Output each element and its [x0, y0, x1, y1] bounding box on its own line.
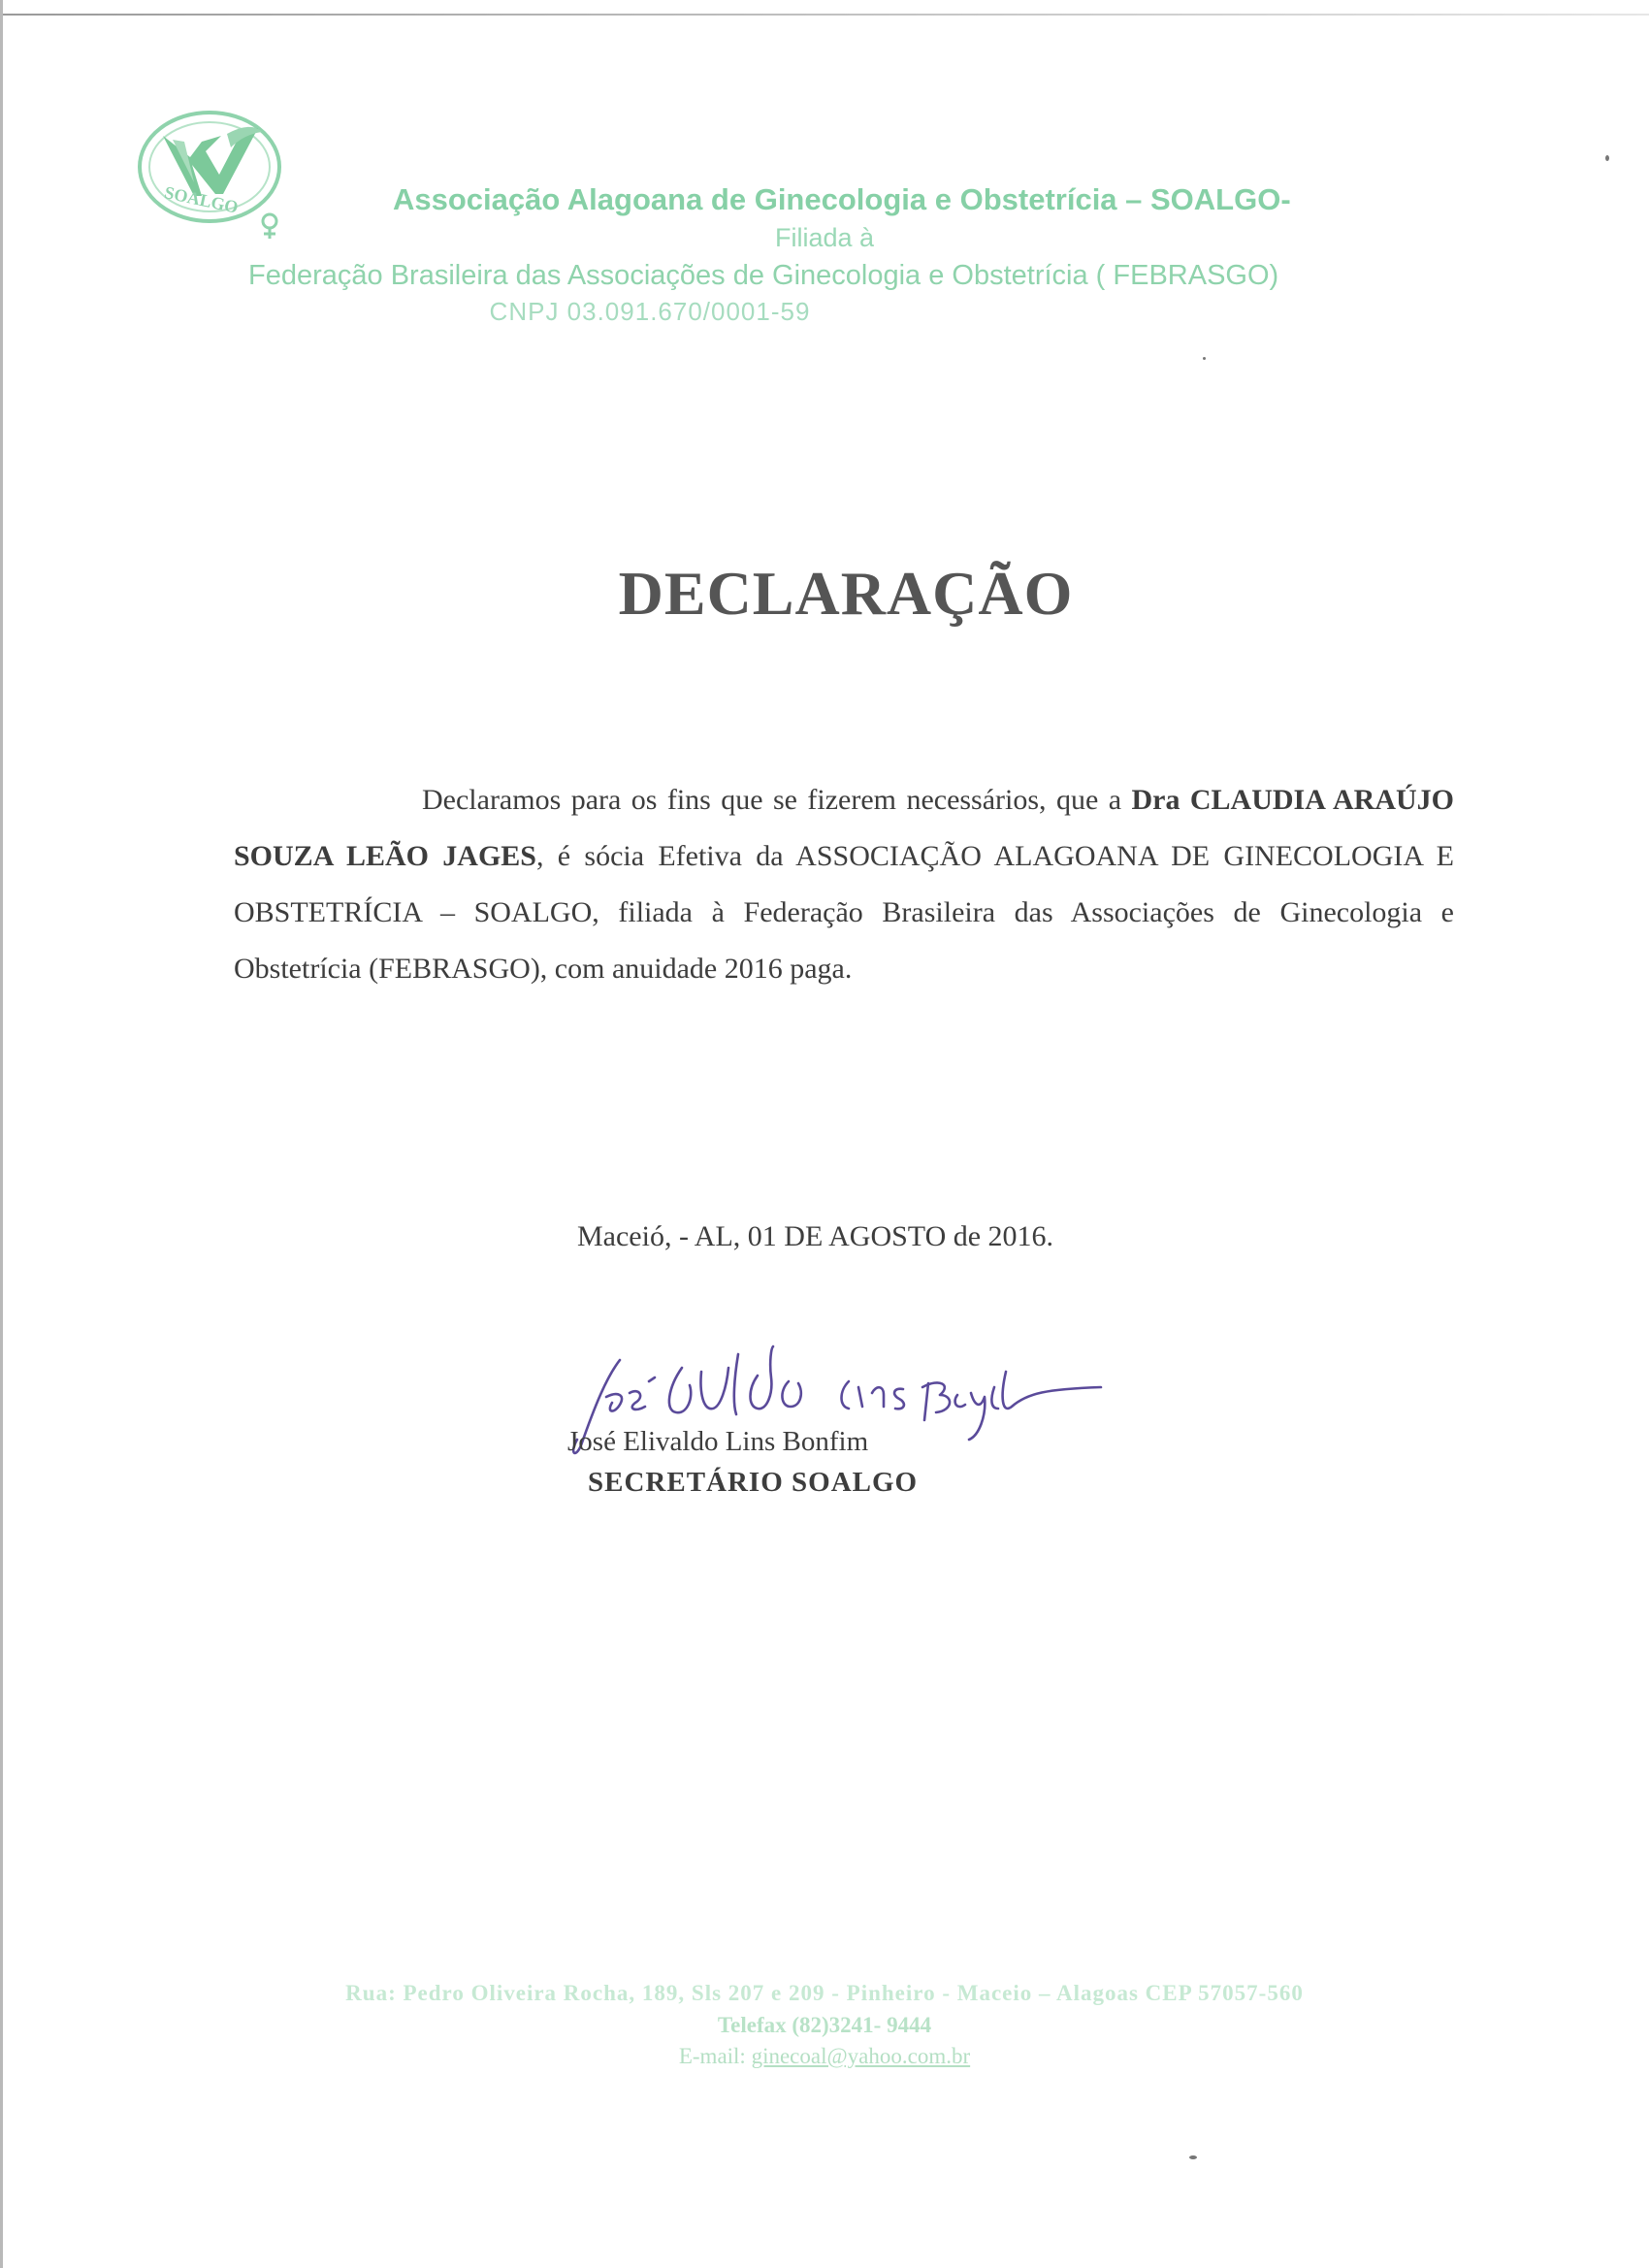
footer-phone: Telefax (82)3241- 9444 [717, 2013, 932, 2037]
member-name: Dra CLAUDIA ARAÚJO SOUZA LEÃO JAGES [234, 784, 1454, 872]
footer-email-line [0, 2044, 1649, 2069]
signer-role: SECRETÁRIO SOALGO [588, 1467, 919, 1498]
document-title: DECLARAÇÃO [618, 559, 1074, 628]
body-intro: Declaramos para os fins que se fizerem necessários, que a [422, 784, 1132, 816]
affiliation-label: Filiada à [774, 223, 875, 252]
date-line: Maceió, - AL, 01 DE AGOSTO de 2016. [577, 1220, 1054, 1252]
association-name: Associação Alagoana de Ginecologia e Obstetrícia – SOALGO- [393, 182, 1291, 216]
declaration-body [234, 772, 1454, 997]
cnpj: CNPJ 03.091.670/0001-59 [489, 297, 811, 326]
federation-name: Federação Brasileira das Associações de Ginecologia e Obstetrícia ( FEBRASGO) [248, 260, 1279, 291]
footer-email-label: E-mail: [678, 2044, 752, 2068]
body-rest: , é sócia Efetiva da ASSOCIAÇÃO ALAGOANA DE GINECOLOGIA E OBSTETRÍCIA – SOALGO, filiada à Federação Brasileira das Associações de Ginecologia e Obstetrícia (FEBRASGO), com anuidade 2016 paga. [234, 840, 1454, 985]
footer-email: ginecoal@yahoo.com.br [751, 2044, 971, 2068]
footer-address: Rua: Pedro Oliveira Rocha, 189, Sls 207 e 209 - Pinheiro - Maceio – Alagoas CEP 57057-560 [345, 1981, 1304, 2005]
soalgo-logo [134, 107, 299, 243]
scan-edge-left [0, 0, 3, 2268]
scan-speck [1189, 2155, 1197, 2159]
scan-speck [1605, 155, 1609, 161]
scan-edge [0, 14, 1649, 16]
scan-speck [1203, 357, 1206, 360]
svg-text:SOALGO: SOALGO [162, 182, 241, 217]
signer-name: José Elivaldo Lins Bonfim [567, 1426, 869, 1457]
